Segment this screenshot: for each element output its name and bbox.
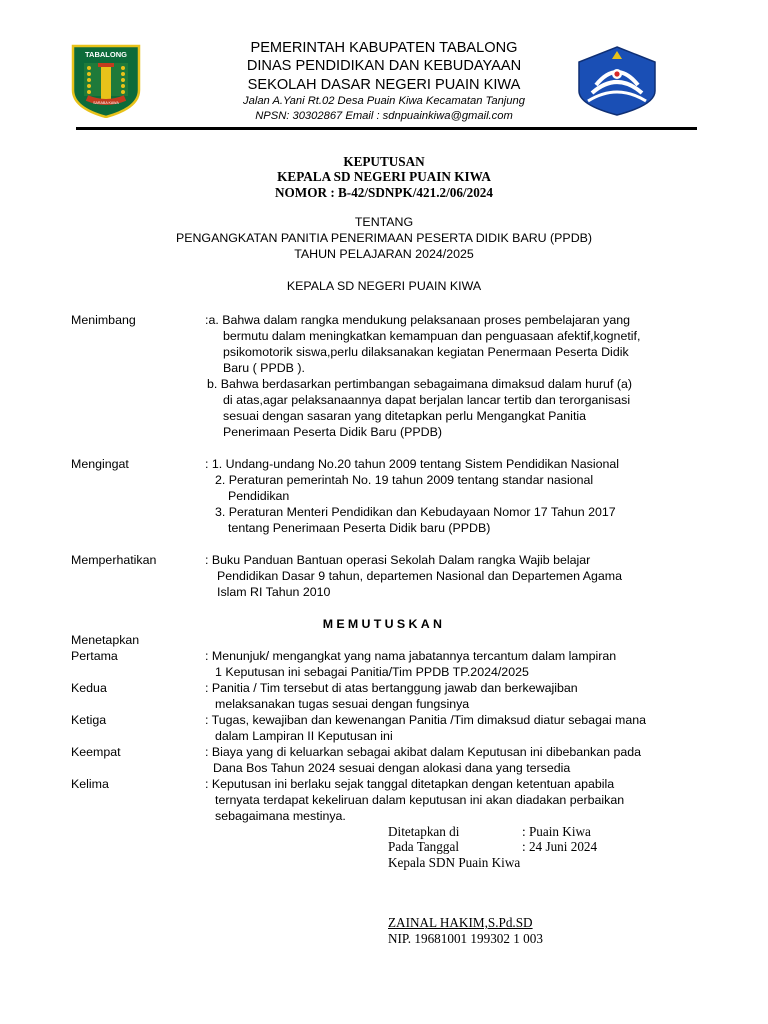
- kedua-label: Kedua: [71, 681, 107, 695]
- signer-nip: NIP. 19681001 199302 1 003: [388, 931, 543, 946]
- signer-name: ZAINAL HAKIM,S.Pd.SD: [388, 915, 533, 930]
- keempat-label: Keempat: [71, 745, 121, 759]
- letterhead-department: DINAS PENDIDIKAN DAN KEBUDAYAAN: [246, 58, 522, 74]
- memperhatikan-line1: : Buku Panduan Bantuan operasi Sekolah Dalam rangka Wajib belajar: [205, 553, 591, 567]
- logo-text-tabalong: TABALONG: [85, 50, 127, 59]
- subject-issuer: KEPALA SD NEGERI PUAIN KIWA: [286, 279, 482, 293]
- letterhead-divider: [76, 127, 697, 130]
- decree-issuer: KEPALA SD NEGERI PUAIN KIWA: [277, 169, 491, 184]
- kelima-label: Kelima: [71, 777, 109, 791]
- pertama-line2: 1 Keputusan ini sebagai Panitia/Tim PPDB TP.2024/2025: [215, 665, 529, 679]
- menimbang-label: Menimbang: [71, 313, 136, 327]
- memperhatikan-line3: Islam RI Tahun 2010: [217, 585, 331, 599]
- subject-title: PENGANGKATAN PANITIA PENERIMAAN PESERTA DIDIK BARU (PPDB): [175, 231, 593, 245]
- mengingat-item-2-line1: 2. Peraturan pemerintah No. 19 tahun 2009 tentang standar nasional: [215, 473, 594, 487]
- letterhead-address: Jalan A.Yani Rt.02 Desa Puain Kiwa Kecamatan Tanjung: [243, 95, 525, 107]
- kelima-line1: : Keputusan ini berlaku sejak tanggal ditetapkan dengan ketentuan apabila: [205, 777, 615, 791]
- pertama-line1: : Menunjuk/ mengangkat yang nama jabatannya tercantum dalam lampiran: [205, 649, 617, 663]
- menimbang-b-line1: b. Bahwa berdasarkan pertimbangan sebagaimana dimaksud dalam huruf (a): [207, 377, 632, 391]
- letterhead-school: SEKOLAH DASAR NEGERI PUAIN KIWA: [247, 77, 521, 93]
- ditetapkan-label: Ditetapkan di: [388, 824, 460, 839]
- mengingat-item-3-line1: 3. Peraturan Menteri Pendidikan dan Kebudayaan Nomor 17 Tahun 2017: [215, 505, 616, 519]
- subject-heading: TENTANG: [354, 215, 414, 229]
- menimbang-a-line3: psikomotorik siswa,perlu dilaksanakan kegiatan Penermaan Peserta Didik: [223, 345, 629, 359]
- decree-number: NOMOR : B-42/SDNPK/421.2/06/2024: [275, 185, 493, 200]
- ditetapkan-value: : Puain Kiwa: [522, 824, 591, 839]
- kelima-line3: sebagaimana mestinya.: [215, 809, 346, 823]
- mengingat-label: Mengingat: [71, 457, 129, 471]
- ketiga-line2: dalam Lampiran II Keputusan ini: [215, 729, 393, 743]
- memperhatikan-line2: Pendidikan Dasar 9 tahun, departemen Nasional dan Departemen Agama: [217, 569, 623, 583]
- signer-position: Kepala SDN Puain Kiwa: [388, 855, 521, 870]
- ketiga-label: Ketiga: [71, 713, 107, 727]
- menimbang-b-line4: Penerimaan Peserta Didik Baru (PPDB): [223, 425, 442, 439]
- mengingat-item-1: : 1. Undang-undang No.20 tahun 2009 tentang Sistem Pendidikan Nasional: [205, 457, 620, 471]
- logo-text-motto: SARABA KAWA: [93, 101, 119, 105]
- tanggal-label: Pada Tanggal: [388, 839, 459, 854]
- mengingat-item-2-line2: Pendidikan: [228, 489, 290, 503]
- kedua-line1: : Panitia / Tim tersebut di atas bertanggung jawab dan berkewajiban: [205, 681, 578, 695]
- memperhatikan-label: Memperhatikan: [71, 553, 157, 567]
- letterhead-contact: NPSN: 30302867 Email : sdnpuainkiwa@gmail.com: [255, 110, 513, 122]
- menimbang-a-line2: bermutu dalam meningkatkan kemampuan dan penguasaan afektif,kognetif,: [223, 329, 641, 343]
- decree-title: KEPUTUSAN: [343, 154, 425, 169]
- menimbang-a-line4: Baru ( PPDB ).: [223, 361, 305, 375]
- menimbang-b-line2: di atas,agar pelaksanaannya dapat berjalan lancar tertib dan terorganisasi: [223, 393, 631, 407]
- ketiga-line1: : Tugas, kewajiban dan kewenangan Panitia /Tim dimaksud diatur sebagai mana: [205, 713, 647, 727]
- pertama-label: Pertama: [71, 649, 118, 663]
- keempat-line1: : Biaya yang di keluarkan sebagai akibat dalam Keputusan ini dibebankan pada: [205, 745, 642, 759]
- mengingat-item-3-line2: tentang Penerimaan Peserta Didik baru (PPDB): [228, 521, 491, 535]
- menimbang-a-line1: :a. Bahwa dalam rangka mendukung pelaksanaan proses pembelajaran yang: [205, 313, 631, 327]
- keempat-line2: Dana Bos Tahun 2024 sesuai dengan alokasi dana yang tersedia: [213, 761, 571, 775]
- kelima-line2: ternyata terdapat kekeliruan dalam keputusan ini akan diadakan perbaikan: [215, 793, 625, 807]
- tanggal-value: : 24 Juni 2024: [522, 839, 598, 854]
- subject-year: TAHUN PELAJARAN 2024/2025: [294, 247, 474, 261]
- menetapkan-label: Menetapkan: [71, 633, 140, 647]
- kedua-line2: melaksanakan tugas sesuai dengan fungsinya: [215, 697, 470, 711]
- letterhead-government: PEMERINTAH KABUPATEN TABALONG: [250, 40, 518, 56]
- memutuskan-heading: MEMUTUSKAN: [322, 617, 446, 631]
- menimbang-b-line3: sesuai dengan sasaran yang ditetapkan perlu Mengangkat Panitia: [223, 409, 587, 423]
